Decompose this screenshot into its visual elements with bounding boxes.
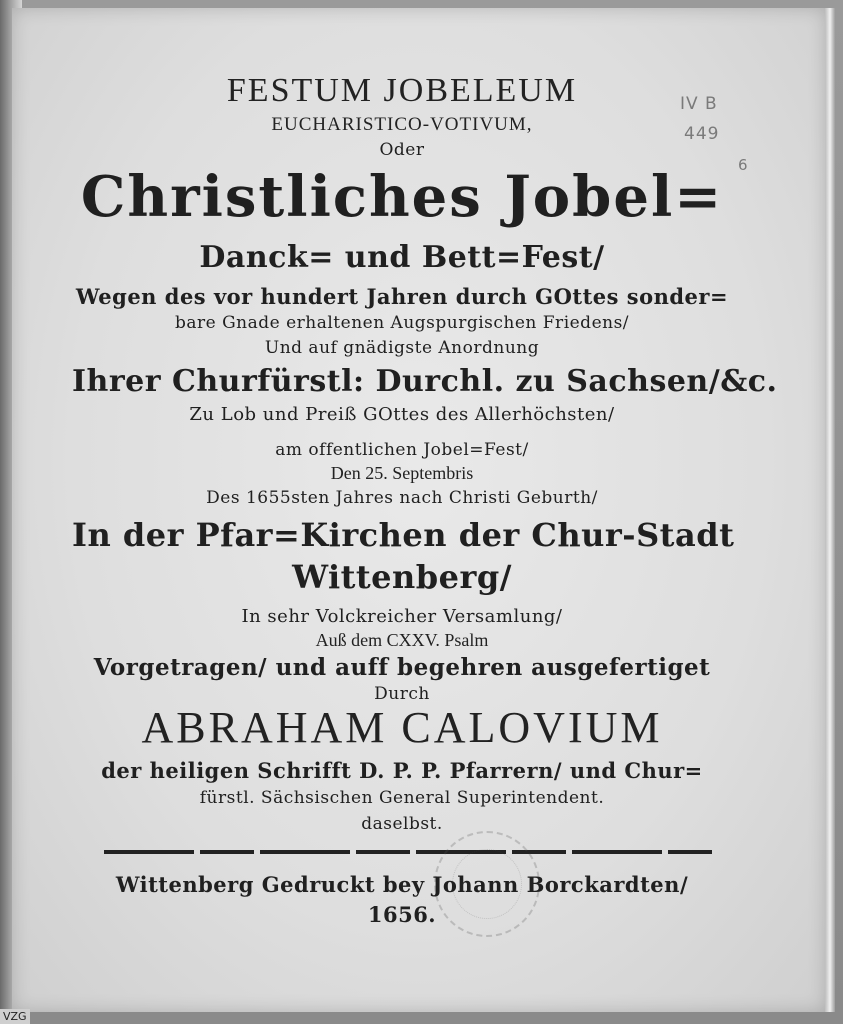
delivery-line2: Auß dem CXXV. Psalm <box>315 630 489 650</box>
title-main: FESTUM JOBELEUM <box>226 72 578 109</box>
title-para2: bare Gnade erhaltenen Augspurgischen Friedens/ <box>174 313 630 333</box>
imprint-line1: Wittenberg Gedruckt bey Johann Borckardten/ <box>115 872 689 897</box>
ornamental-rule <box>104 850 712 854</box>
title-para1: Wegen des vor hundert Jahren durch GOttes sonder= <box>75 284 729 309</box>
occasion-line3: Des 1655sten Jahres nach Christi Geburth/ <box>206 488 598 508</box>
title-oder: Oder <box>379 140 425 160</box>
shelfmark-note: 6 <box>738 156 749 174</box>
title-sub: EUCHARISTICO-VOTIVUM, <box>271 114 533 135</box>
title-elector: Ihrer Churfürstl: Durchl. zu Sachsen/&c. <box>72 364 778 399</box>
title-praise: Zu Lob und Preiß GOttes des Allerhöchsten/ <box>189 404 615 425</box>
author-title3: daselbst. <box>361 814 443 834</box>
title-page <box>12 8 826 1012</box>
occasion-church1: In der Pfar=Kirchen der Chur-Stadt <box>72 516 735 554</box>
shelfmark-line2: 449 <box>684 124 720 144</box>
occasion-church2: Wittenberg/ <box>292 558 512 596</box>
imprint-year: 1656. <box>367 902 437 927</box>
shelfmark-line1: IV B <box>680 94 718 114</box>
footer-tag: VZG <box>0 1009 30 1024</box>
occasion-line1: am offentlichen Jobel=Fest/ <box>275 440 529 460</box>
occasion-line2: Den 25. Septembris <box>330 463 474 483</box>
author-title2: fürstl. Sächsischen General Superintendent. <box>199 788 605 808</box>
title-para3: Und auf gnädigste Anordnung <box>264 338 540 358</box>
delivery-line3: Vorgetragen/ und auff begehren ausgefertiget <box>93 654 711 681</box>
author-title1: der heiligen Schrifft D. P. P. Pfarrern/ und Chur= <box>101 758 703 783</box>
delivery-line1: In sehr Volckreicher Versamlung/ <box>241 606 563 627</box>
page-edge <box>825 8 835 1012</box>
delivery-line4: Durch <box>374 684 430 704</box>
title-headline: Christliches Jobel= <box>80 164 724 230</box>
author-name: ABRAHAM CALOVIUM <box>141 703 663 752</box>
title-headline2: Danck= und Bett=Fest/ <box>199 240 605 275</box>
